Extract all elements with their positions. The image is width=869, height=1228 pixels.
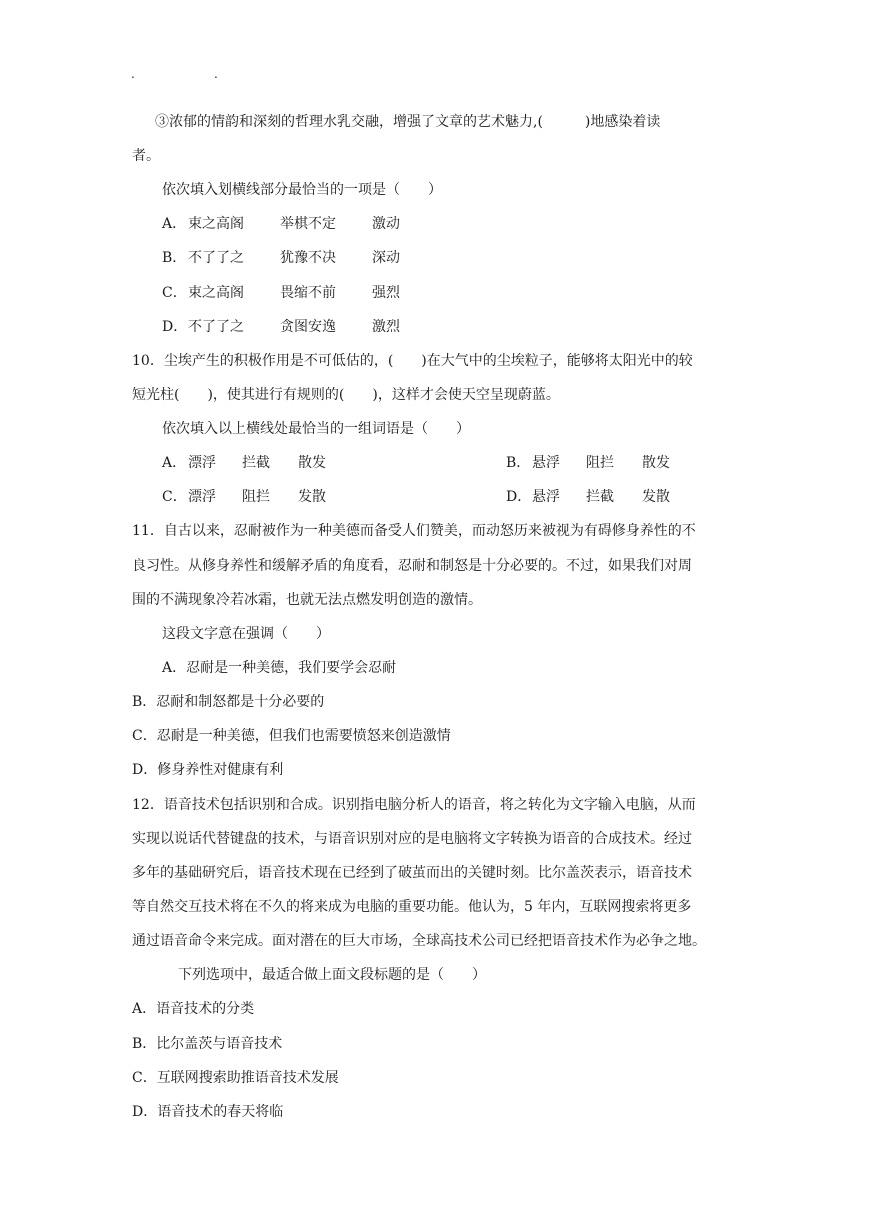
option-word: 发散 — [298, 489, 326, 505]
option-word: 悬浮 — [532, 489, 560, 505]
q11-prompt: 这段文字意在强调（ ） — [162, 626, 330, 642]
option-word: 畏缩不前 — [280, 285, 336, 301]
q11-line2: 良习性。从修身养性和缓解矛盾的角度看，忍耐和制怒是十分必要的。不过，如果我们对周 — [132, 558, 692, 574]
option-word: 拦截 — [586, 489, 614, 505]
option-word: 悬浮 — [532, 455, 560, 471]
option-letter: A． — [162, 216, 187, 232]
q10-option-a — [162, 453, 326, 473]
option-word: 不了了之 — [188, 319, 244, 335]
q9-item3-line2: 者。 — [132, 148, 160, 164]
q9-option-c — [162, 283, 400, 303]
option-word: 举棋不定 — [280, 216, 336, 232]
header-dot: . — [131, 67, 135, 81]
q11-option-c: C．忍耐是一种美德，但我们也需要愤怒来创造激情 — [132, 728, 451, 744]
q12-option-c: C．互联网搜索助推语音技术发展 — [132, 1070, 339, 1086]
option-letter: C． — [162, 489, 187, 505]
header-dot: . — [214, 67, 218, 81]
q11-option-b: B．忍耐和制怒都是十分必要的 — [132, 694, 325, 710]
q11-option-a: A．忍耐是一种美德，我们要学会忍耐 — [162, 660, 397, 676]
option-word: 贪图安逸 — [280, 319, 336, 335]
option-letter: A． — [162, 455, 187, 471]
q12-prompt: 下列选项中，最适合做上面文段标题的是（ ） — [178, 967, 486, 983]
q9-option-d — [162, 317, 400, 337]
q12-option-b: B．比尔盖茨与语音技术 — [132, 1036, 283, 1052]
q9-item3-line1: ③浓郁的情韵和深刻的哲理水乳交融，增强了文章的艺术魅力,( )地感染着读 — [155, 114, 661, 130]
option-word: 阻拦 — [586, 455, 614, 471]
q11-line3: 围的不满现象冷若冰霜，也就无法点燃发明创造的激情。 — [132, 592, 482, 608]
q12-option-a: A．语音技术的分类 — [132, 1001, 255, 1017]
option-word: 束之高阁 — [188, 216, 244, 232]
option-word: 散发 — [642, 455, 670, 471]
option-word: 阻拦 — [242, 489, 270, 505]
option-word: 拦截 — [242, 455, 270, 471]
q12-line5: 通过语音命令来完成。面对潜在的巨大市场，全球高技术公司已经把语音技术作为必争之地。 — [132, 933, 706, 949]
q12-line4: 等自然交互技术将在不久的将来成为电脑的重要功能。他认为，5 年内，互联网搜索将更多 — [132, 899, 692, 915]
q10-option-b — [506, 453, 670, 473]
q12-line3: 多年的基础研究后，语音技术现在已经到了破茧而出的关键时刻。比尔盖茨表示，语音技术 — [132, 865, 692, 881]
option-word: 深动 — [372, 250, 400, 266]
option-letter: B． — [162, 250, 187, 266]
q10-prompt: 依次填入以上横线处最恰当的一组词语是（ ） — [162, 421, 470, 437]
option-word: 发散 — [642, 489, 670, 505]
option-word: 散发 — [298, 455, 326, 471]
q10-line2: 短光柱( )，使其进行有规则的( )，这样才会使天空呈现蔚蓝。 — [132, 387, 560, 403]
option-word: 强烈 — [372, 285, 400, 301]
option-word: 不了了之 — [188, 250, 244, 266]
q12-line1: 12．语音技术包括识别和合成。识别指电脑分析人的语音，将之转化为文字输入电脑，从而 — [132, 797, 696, 813]
option-word: 束之高阁 — [188, 285, 244, 301]
option-word: 激动 — [372, 216, 400, 232]
q12-option-d: D．语音技术的春天将临 — [132, 1104, 284, 1120]
option-word: 犹豫不决 — [280, 250, 336, 266]
option-word: 激烈 — [372, 319, 400, 335]
q9-prompt: 依次填入划横线部分最恰当的一项是（ ） — [162, 182, 442, 198]
q10-line1: 10．尘埃产生的积极作用是不可低估的，( )在大气中的尘埃粒子，能够将太阳光中的较 — [132, 353, 693, 369]
q10-option-c — [162, 487, 326, 507]
q11-option-d: D．修身养性对健康有利 — [132, 762, 284, 778]
q9-option-b — [162, 248, 400, 268]
option-letter: D． — [162, 319, 188, 335]
q10-option-d — [506, 487, 670, 507]
option-word: 漂浮 — [188, 489, 216, 505]
q9-option-a — [162, 214, 400, 234]
q12-line2: 实现以说话代替键盘的技术，与语音识别对应的是电脑将文字转换为语音的合成技术。经过 — [132, 831, 692, 847]
option-letter: B． — [506, 455, 531, 471]
option-letter: C． — [162, 285, 187, 301]
q11-line1: 11．自古以来，忍耐被作为一种美德而备受人们赞美，而动怒历来被视为有碍修身养性的不 — [132, 523, 696, 539]
option-letter: D． — [506, 489, 532, 505]
option-word: 漂浮 — [188, 455, 216, 471]
